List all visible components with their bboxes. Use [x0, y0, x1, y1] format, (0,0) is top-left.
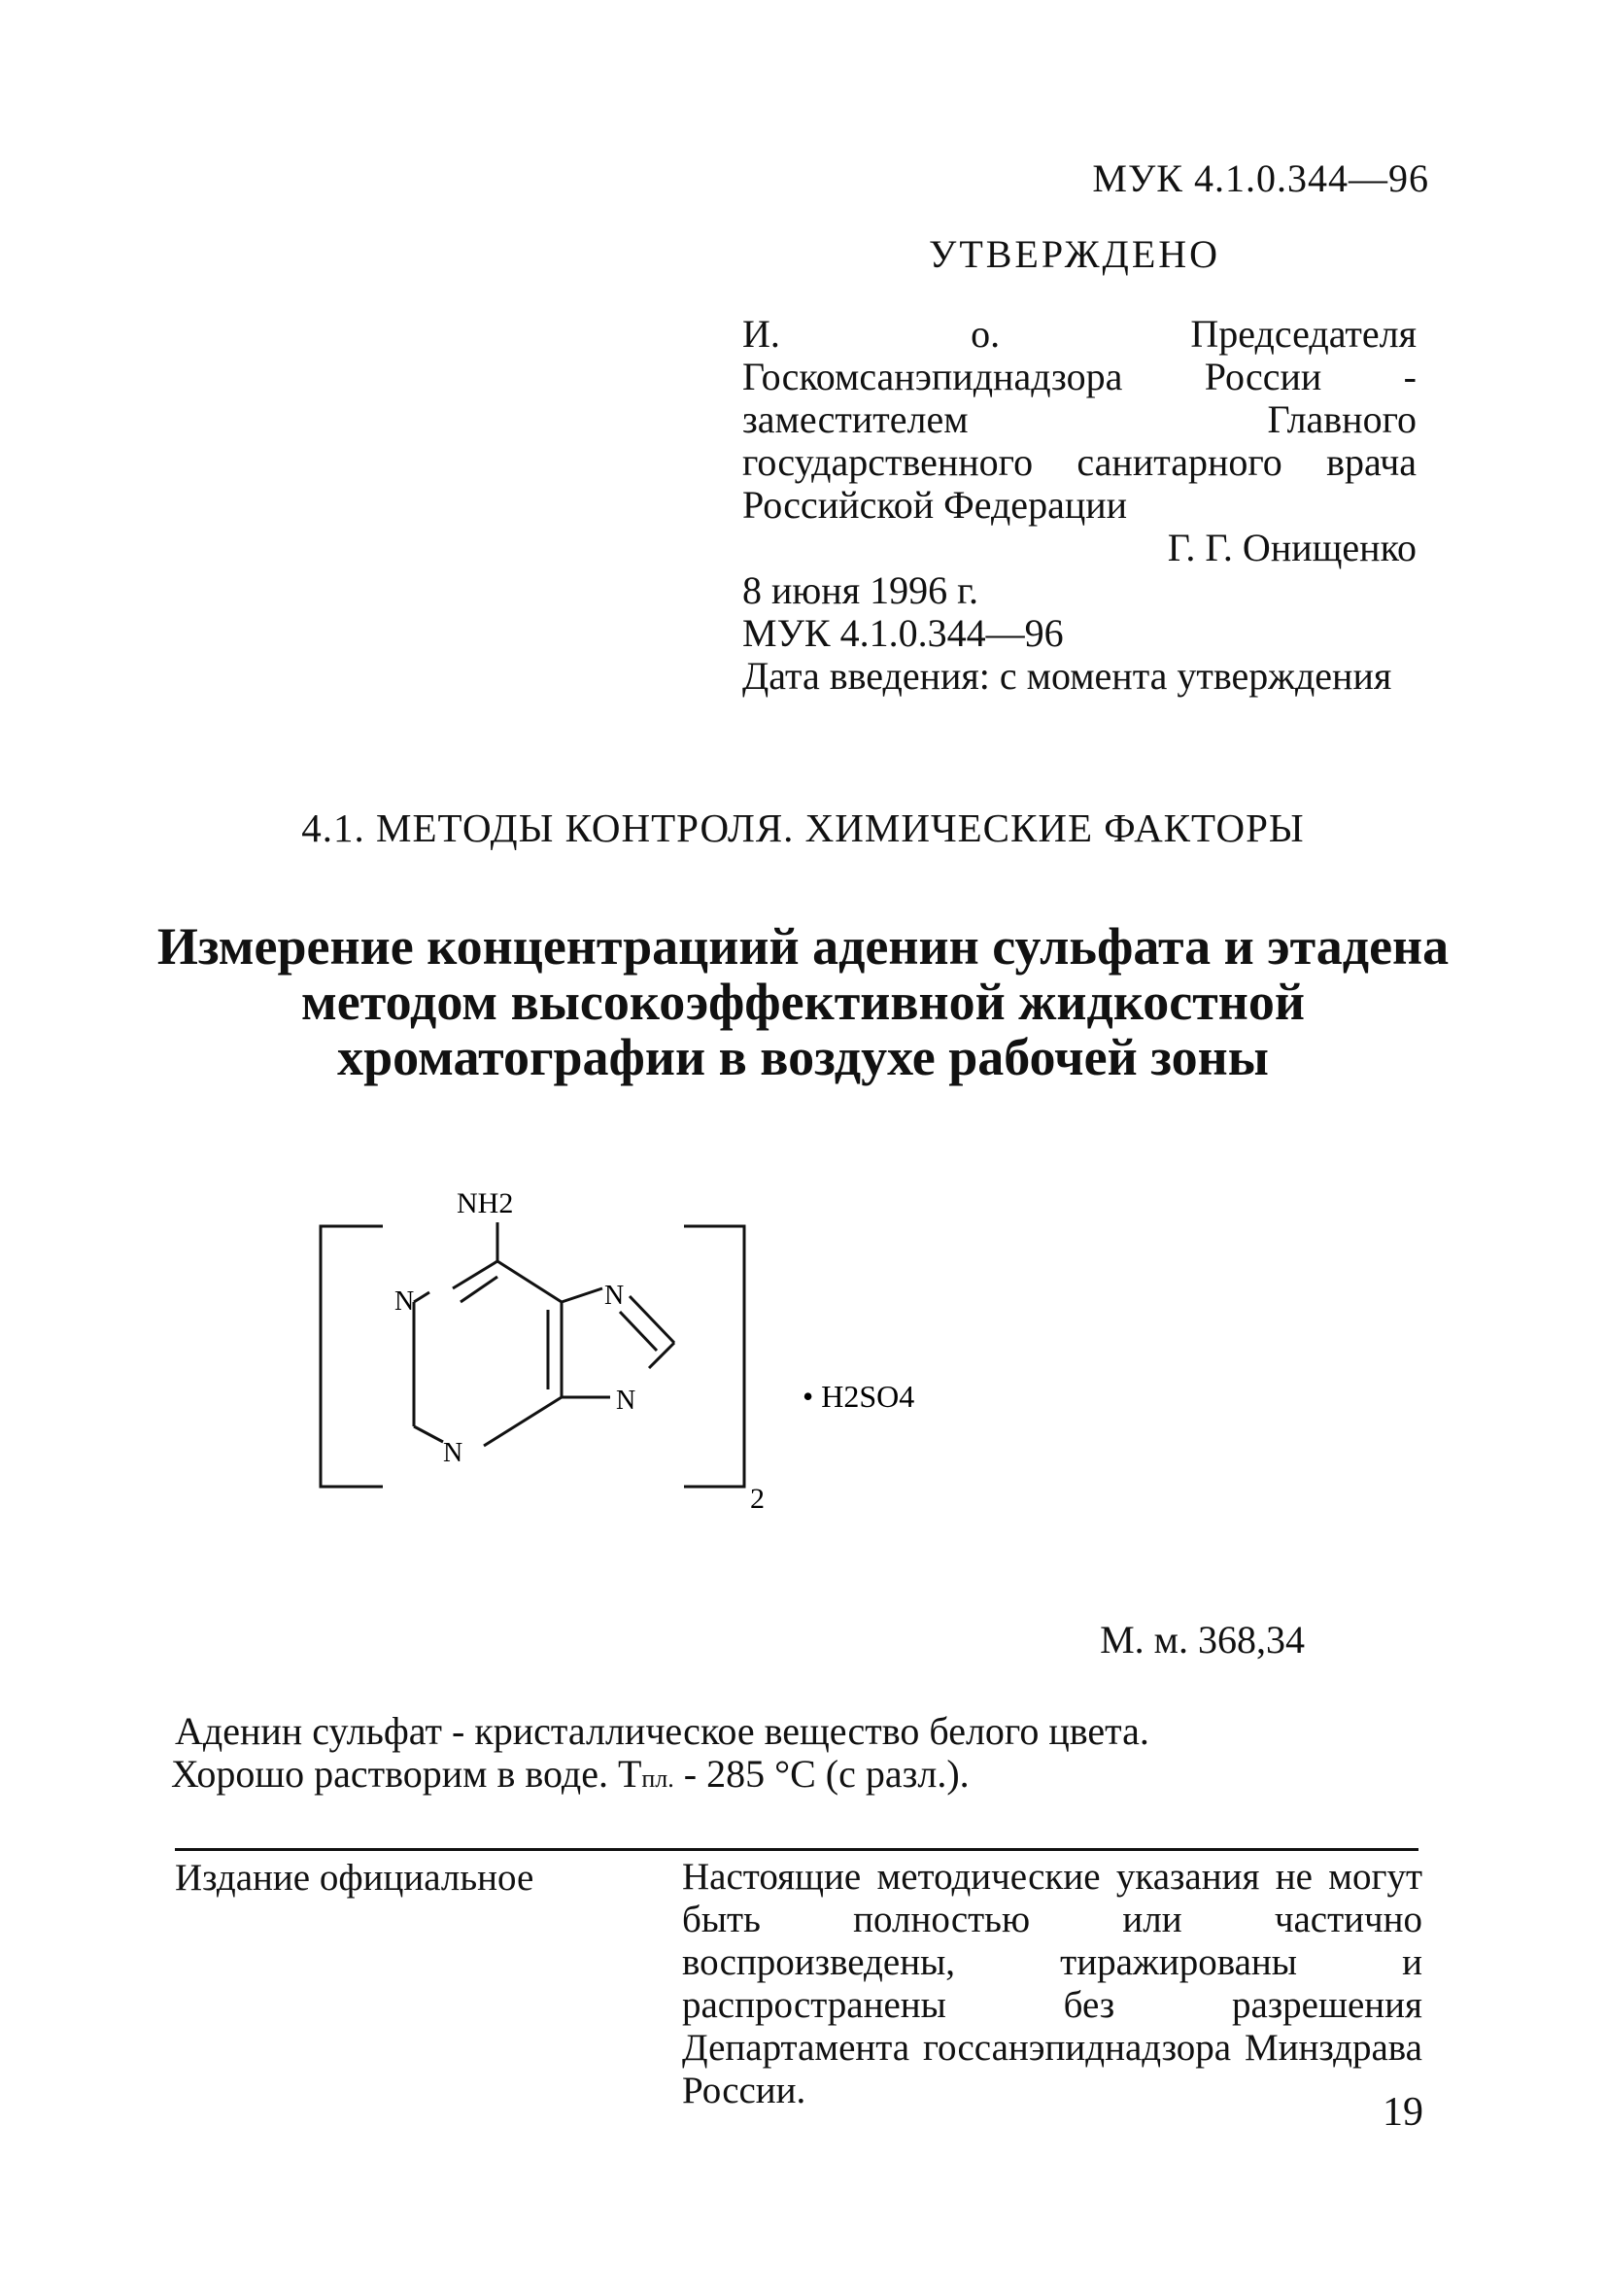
footer-divider [175, 1848, 1418, 1851]
approver-position: И. о. Председателя Госкомсанэпиднадзора России - заместителем Главного государственного санитарного врача Российской Федерации [742, 312, 1417, 527]
approval-block [742, 313, 1417, 698]
copyright-notice: Настоящие методические указания не могут быть полностью или частично воспроизведены, тиражированы и распространены без разрешения Департамента госсанэпиднадзора Минздрава России. [682, 1856, 1422, 2111]
document-code-repeat: МУК 4.1.0.344—96 [742, 611, 1064, 655]
description-line-2 [171, 1753, 1424, 1800]
bracket-left [321, 1226, 383, 1487]
approver-name: Г. Г. Онищенко [1167, 526, 1417, 569]
bracket-right [684, 1226, 744, 1487]
atom-n1: N [394, 1286, 415, 1317]
document-code: МУК 4.1.0.344—96 [1092, 156, 1429, 200]
introduction-date: Дата введения: с момента утверждения [742, 654, 1392, 698]
section-title: 4.1. МЕТОДЫ КОНТРОЛЯ. ХИМИЧЕСКИЕ ФАКТОРЫ [301, 805, 1305, 850]
molecular-mass: М. м. 368,34 [1100, 1618, 1305, 1662]
atom-n3: N [443, 1438, 463, 1468]
substance-description [171, 1709, 1424, 1800]
sulfuric-acid-label: • H2SO4 [803, 1379, 915, 1414]
approval-date: 8 июня 1996 г. [742, 568, 978, 612]
description-line-1: Аденин сульфат - кристаллическое вещество белого цвета. [175, 1709, 1149, 1753]
main-title: Измерение концентрациий аденин сульфата и этадена методом высокоэффективной жидкостной хроматографии в воздухе рабочей зоны [156, 917, 1450, 1086]
description-text-a: Хорошо растворим в воде. Т [171, 1752, 642, 1796]
description-text-b: - 285 °С (с разл.). [673, 1752, 970, 1796]
atom-n7: N [604, 1281, 625, 1311]
structural-formula [307, 1187, 987, 1586]
approval-heading: УТВЕРЖДЕНО [929, 232, 1221, 276]
atom-n9: N [616, 1386, 636, 1416]
amino-label: NH2 [457, 1187, 514, 1219]
edition-label: Издание официальное [175, 1857, 534, 1899]
page-number: 19 [1383, 2090, 1423, 2135]
bracket-subscript: 2 [750, 1483, 765, 1515]
melting-point-subscript: пл. [641, 1765, 674, 1793]
